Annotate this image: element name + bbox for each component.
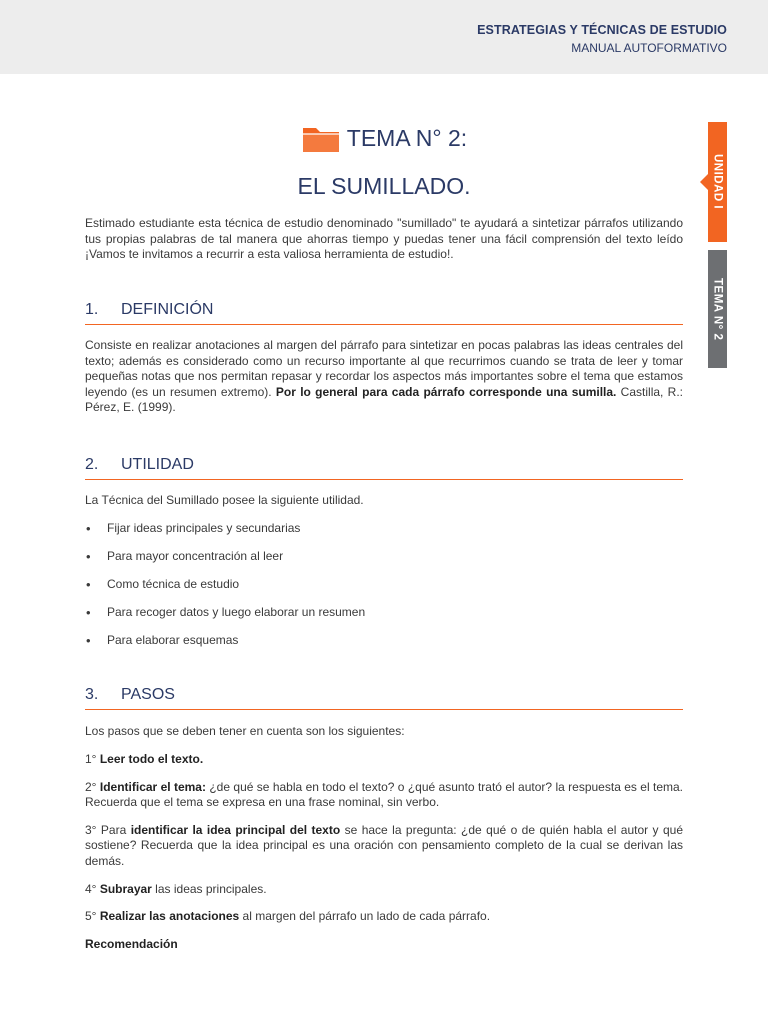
step-emphasis: identificar la idea principal del texto [130, 822, 341, 837]
utilidad-list [85, 521, 683, 661]
intro-paragraph: Estimado estudiante esta técnica de estudio denominado "sumillado" te ayudará a sintetizar párrafos utilizando tus propias palabras de tal manera que ahorras tiempo y puedas tener una fácil comprensión del texto leído ¡Vamos te invitamos a recurrir a esta valiosa herramienta de estudio!. [85, 216, 683, 262]
definicion-emphasis: Por lo general para cada párrafo corresponde una sumilla. [275, 384, 617, 399]
utilidad-intro: La Técnica del Sumillado posee la siguiente utilidad. [85, 493, 364, 507]
step-emphasis: Leer todo el texto. [99, 752, 204, 766]
section-heading-utilidad [85, 456, 683, 480]
topic-title-row [0, 122, 768, 154]
topic-subtitle: EL SUMILLADO. [297, 173, 471, 199]
list-item: • Para recoger datos y luego elaborar un resumen [85, 605, 683, 633]
section-heading-pasos [85, 686, 683, 710]
page-header [0, 0, 768, 74]
folder-icon [301, 122, 341, 154]
header-subtitle: MANUAL AUTOFORMATIVO [571, 41, 727, 55]
step-item [85, 909, 683, 925]
section-heading-definicion [85, 301, 683, 325]
step-item [85, 780, 683, 811]
list-item: • Como técnica de estudio [85, 577, 683, 605]
recommendation-heading: Recomendación [85, 936, 178, 951]
list-item: • Fijar ideas principales y secundarias [85, 521, 683, 549]
step-item [85, 752, 683, 768]
section-title: UTILIDAD [121, 456, 194, 473]
section-title: DEFINICIÓN [121, 301, 214, 318]
step-text: Para [100, 822, 131, 837]
steps-list [85, 752, 683, 964]
recommendation-label [85, 937, 683, 953]
section-number: 2. [85, 456, 99, 473]
step-number: 2° [85, 779, 100, 794]
list-item: • Para mayor concentración al leer [85, 549, 683, 577]
topic-tab-label: TEMA N° 2 [711, 277, 724, 341]
step-text: se hace la pregunta: ¿de qué o de quién habla el autor y qué sostiene? Recuerda que la idea principal es una oración con pensamiento completo de la cual se derivan las demás. [85, 822, 684, 868]
definicion-paragraph [85, 338, 683, 416]
step-number: 4° [85, 881, 100, 896]
step-text: al margen del párrafo un lado de cada párrafo. [239, 909, 491, 924]
step-item [85, 823, 683, 870]
list-item: • Para elaborar esquemas [85, 633, 683, 661]
step-number: 5° [85, 909, 100, 924]
step-number: 1° [85, 752, 100, 766]
step-emphasis: Realizar las anotaciones [99, 909, 240, 924]
topic-tab [708, 250, 727, 368]
step-text: las ideas principales. [151, 881, 267, 896]
section-number: 1. [85, 301, 99, 318]
step-emphasis: Identificar el tema: [99, 779, 206, 794]
section-title: PASOS [121, 686, 175, 703]
step-number: 3° [85, 822, 101, 837]
header-title: ESTRATEGIAS Y TÉCNICAS DE ESTUDIO [477, 23, 727, 37]
section-number: 3. [85, 686, 99, 703]
topic-title: TEMA N° 2: [346, 124, 468, 151]
step-emphasis: Subrayar [99, 881, 152, 896]
step-text: ¿de qué se habla en todo el texto? o ¿qué asunto trató el autor? la respuesta es el tema. Recuerda que el tema se expresa en una frase nominal, sin verbo. [85, 779, 684, 810]
pasos-intro: Los pasos que se deben tener en cuenta son los siguientes: [85, 724, 405, 738]
step-item [85, 882, 683, 898]
definicion-text: Consiste en realizar anotaciones al margen del párrafo para sintetizar en pocas palabras las ideas centrales del texto; además es considerado como un recurso importante al que recurrimos cuando se trata de leer y tomar pequeñas notas que nos permitan repasar y recordar los aspectos más importantes sobre el tema que estamos leyendo (es un resumen extremo). [85, 338, 683, 399]
definicion-citation: Castilla, R.: Pérez, E. (1999). [85, 384, 683, 415]
unit-tab-label: UNIDAD I [711, 154, 724, 210]
